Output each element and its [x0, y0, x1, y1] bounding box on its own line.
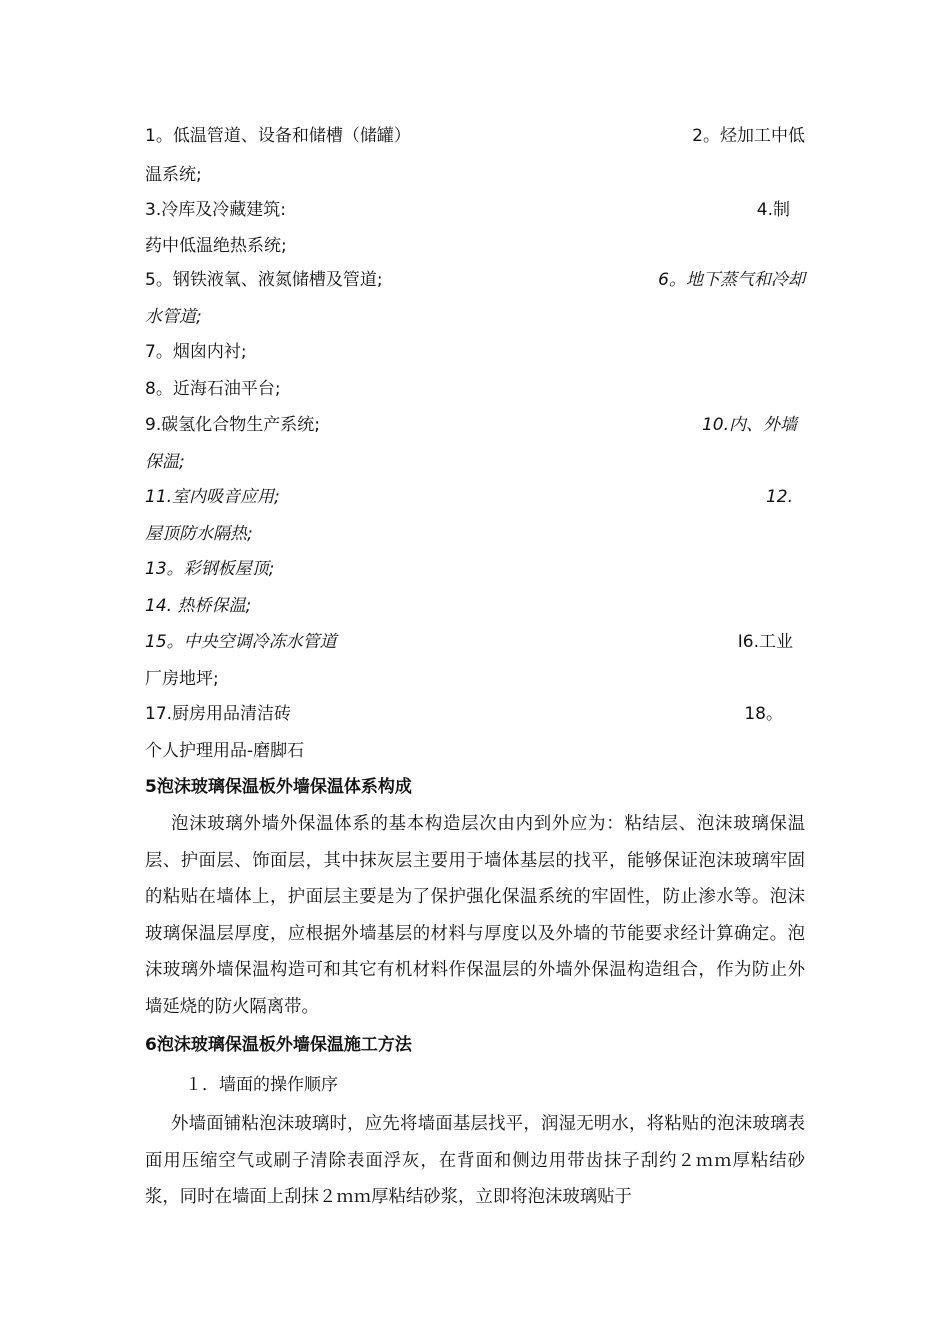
list-item-text: 厂房地坪; [145, 669, 219, 689]
list-item-text: 15。中央空调冷冻水管道 [145, 632, 337, 652]
list-line [145, 736, 805, 766]
list-item-text: 13。彩钢板屋顶; [145, 559, 275, 579]
list-line [145, 627, 805, 657]
list-item-text: 7。烟囱内衬; [145, 342, 247, 362]
section-heading: 5泡沫玻璃保温板外墙保温体系构成 [145, 777, 412, 797]
list-line [145, 664, 805, 694]
list-item-text: 温系统; [145, 165, 202, 185]
section-heading: 6泡沫玻璃保温板外墙保温施工方法 [145, 1035, 412, 1055]
list-item-text: 9.碳氢化合物生产系统; [145, 415, 320, 435]
list-line [145, 410, 805, 440]
list-line [145, 302, 805, 332]
list-item-text: 17.厨房用品清洁砖 [145, 704, 292, 724]
list-line [145, 519, 805, 549]
list-line [145, 591, 805, 621]
section-paragraph: 外墙面铺粘泡沫玻璃时，应先将墙面基层找平，润湿无明水，将粘贴的泡沫玻璃表面用压缩空气或刷子清除表面浮灰，在背面和侧边用带齿抹子刮约２ｍｍ厚粘结砂浆，同时在墙面上刮抹２ｍｍ厚粘结砂浆，立即将泡沫玻璃贴于 [145, 1114, 805, 1207]
list-line [145, 195, 805, 225]
list-item-text: 3.冷库及冷藏建筑: [145, 200, 286, 220]
list-line [145, 447, 805, 477]
list-item-text: 5。钢铁液氧、液氮储槽及管道; [145, 270, 383, 290]
list-line [145, 160, 805, 190]
list-item-text: 18。 [744, 704, 783, 724]
list-item-text: 屋顶防水隔热; [145, 524, 253, 544]
list-item-text: I6.工业 [737, 632, 793, 652]
list-item-text: 个人护理用品-磨脚石 [145, 741, 305, 761]
list-item-text: 4.制 [756, 200, 790, 220]
list-line [145, 699, 805, 729]
list-line [145, 482, 805, 512]
list-item-text: 10.内、外墙 [701, 415, 797, 435]
section-paragraph: 泡沫玻璃外墙外保温体系的基本构造层次由内到外应为：粘结层、泡沫玻璃保温层、护面层、饰面层，其中抹灰层主要用于墙体基层的找平，能够保证泡沫玻璃牢固的粘贴在墙体上，护面层主要是为了保护强化保温系统的牢固性，防止渗水等。泡沫玻璃保温层厚度，应根据外墙基层的材料与厚度以及外墙的节能要求经计算确定。泡沫玻璃外墙保温构造可和其它有机材料作保温层的外墙外保温构造组合，作为防止外墙延烧的防火隔离带。 [145, 814, 805, 1017]
list-item-text: 11.室内吸音应用; [145, 487, 280, 507]
list-line [145, 231, 805, 261]
list-item-text: 8。近海石油平台; [145, 379, 281, 399]
list-item-text: 药中低温绝热系统; [145, 236, 287, 256]
list-line [145, 265, 805, 295]
list-line [145, 337, 805, 367]
list-item-text: 14. 热桥保温; [145, 596, 252, 616]
list-item-text: 2。烃加工中低 [692, 126, 805, 146]
list-line [145, 554, 805, 584]
list-item-text: 保温; [145, 452, 185, 472]
list-item-text: 1。低温管道、设备和储槽（储罐） [145, 126, 411, 146]
list-item-text: 6。地下蒸气和冷却 [658, 270, 805, 290]
list-line [145, 121, 805, 151]
list-line [145, 374, 805, 404]
list-item-text: 12. [765, 487, 793, 507]
subsection-heading: １．墙面的操作顺序 [185, 1075, 338, 1095]
list-item-text: 水管道; [145, 307, 202, 327]
